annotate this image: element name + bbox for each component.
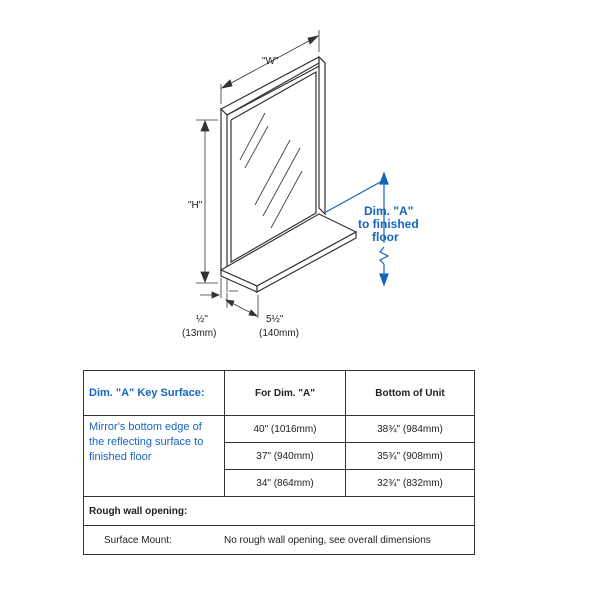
frame-thickness-mm: (13mm) — [182, 328, 217, 339]
shelf-depth-mm: (140mm) — [259, 328, 300, 339]
frame-thickness-label: ½" — [196, 314, 208, 325]
table-header-row — [84, 371, 475, 416]
dim-a-value: 37" (940mm) — [225, 443, 346, 470]
dim-a-value: 34" (864mm) — [225, 470, 346, 497]
shelf-depth-dimension — [226, 293, 258, 318]
glass-reflection — [240, 113, 302, 228]
key-surface-header: Dim. "A" Key Surface: — [84, 371, 225, 416]
table-row — [84, 416, 475, 443]
dim-a-column-header: For Dim. "A" — [225, 371, 346, 416]
bottom-unit-value: 32¾" (832mm) — [346, 470, 475, 497]
rough-opening-header: Rough wall opening: — [84, 497, 475, 526]
dim-a-label-line-2: to finished — [358, 217, 419, 231]
surface-mount-value: No rough wall opening, see overall dimensions — [224, 534, 431, 546]
shelf-depth-label: 5½" — [266, 314, 284, 325]
dim-a-label-line-3: floor — [372, 230, 399, 244]
surface-mount-row — [84, 526, 475, 555]
dim-a-label-line-1: Dim. "A" — [364, 204, 414, 218]
bottom-unit-column-header: Bottom of Unit — [346, 371, 475, 416]
bottom-unit-value: 35¾" (908mm) — [346, 443, 475, 470]
width-label: "W" — [262, 56, 279, 67]
surface-mount-cell — [84, 526, 475, 555]
rough-opening-row — [84, 497, 475, 526]
dim-a-value: 40" (1016mm) — [225, 416, 346, 443]
bottom-unit-value: 38¾" (984mm) — [346, 416, 475, 443]
dimension-spec-table — [83, 370, 475, 555]
shelf — [221, 214, 356, 292]
surface-mount-label: Surface Mount: — [104, 534, 172, 546]
key-surface-description: Mirror's bottom edge of the reflecting surface to finished floor — [84, 416, 225, 497]
height-label: "H" — [188, 200, 203, 211]
